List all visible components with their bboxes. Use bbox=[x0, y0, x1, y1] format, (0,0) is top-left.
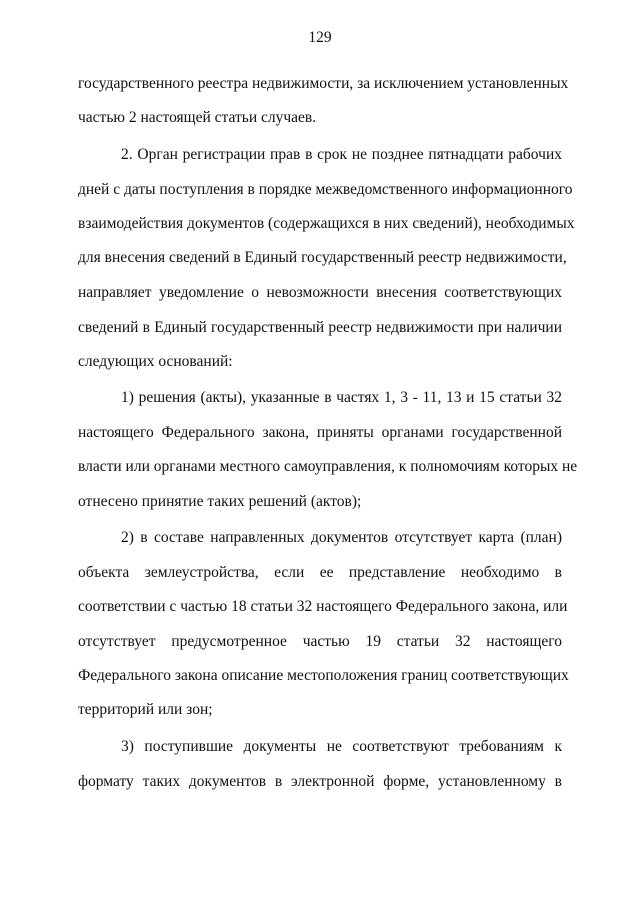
text-line: настоящего Федерального закона, приняты органами государственной bbox=[78, 424, 562, 441]
text-line: территорий или зон; bbox=[78, 701, 213, 718]
text-line: формату таких документов в электронной форме, установленному в bbox=[78, 773, 562, 790]
text-line: соответствии с частью 18 статьи 32 настоящего Федерального закона, или bbox=[78, 598, 568, 615]
text-line: отсутствует предусмотренное частью 19 статьи 32 настоящего bbox=[78, 633, 562, 650]
text-line: взаимодействия документов (содержащихся в них сведений), необходимых bbox=[78, 215, 575, 232]
text-line: отнесено принятие таких решений (актов); bbox=[78, 493, 362, 510]
text-line: направляет уведомление о невозможности внесения соответствующих bbox=[78, 284, 562, 301]
text-line: для внесения сведений в Единый государственный реестр недвижимости, bbox=[78, 249, 567, 266]
text-line: дней с даты поступления в порядке межведомственного информационного bbox=[78, 181, 573, 198]
text-line: Федерального закона описание местоположения границ соответствующих bbox=[78, 667, 569, 684]
paragraph-start-line: 1) решения (акты), указанные в частях 1, 3 - 11, 13 и 15 статьи 32 bbox=[121, 389, 562, 406]
paragraph-start-line: 2. Орган регистрации прав в срок не позднее пятнадцати рабочих bbox=[121, 146, 562, 163]
text-line: следующих оснований: bbox=[78, 353, 233, 370]
page-number: 129 bbox=[308, 29, 332, 46]
paragraph-start-line: 3) поступившие документы не соответствуют требованиям к bbox=[121, 738, 562, 755]
text-line: объекта землеустройства, если ее представление необходимо в bbox=[78, 564, 562, 581]
text-line: сведений в Единый государственный реестр недвижимости при наличии bbox=[78, 319, 562, 336]
paragraph-start-line: 2) в составе направленных документов отсутствует карта (план) bbox=[121, 529, 562, 546]
text-line: государственного реестра недвижимости, за исключением установленных bbox=[78, 75, 569, 92]
text-line: власти или органами местного самоуправления, к полномочиям которых не bbox=[78, 458, 578, 475]
text-line: частью 2 настоящей статьи случаев. bbox=[78, 109, 317, 126]
